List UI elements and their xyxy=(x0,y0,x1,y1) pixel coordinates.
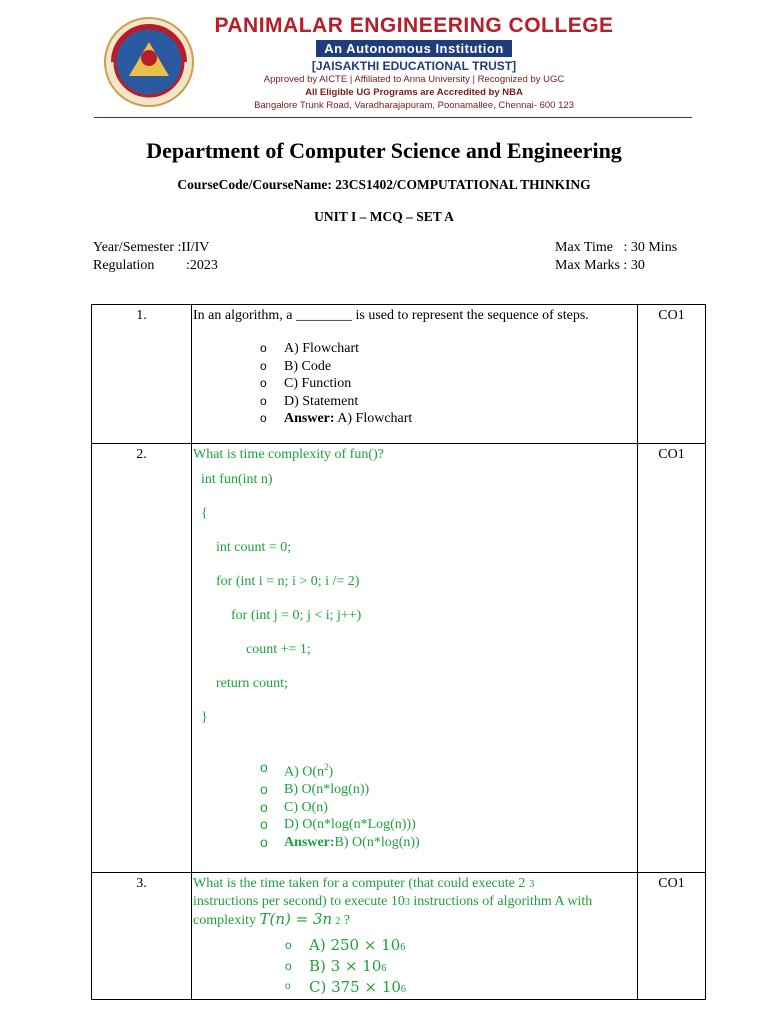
question-text: In an algorithm, a ________ is used to represent the sequence of steps. xyxy=(193,308,589,323)
regulation-value: :2023 xyxy=(186,258,218,273)
accreditation-line: All Eligible UG Programs are Accredited by NBA xyxy=(305,87,523,98)
question-number: 1. xyxy=(92,305,192,444)
year-value: II/IV xyxy=(181,240,210,255)
course-outcome: CO1 xyxy=(638,305,706,444)
option-item: o B) Code xyxy=(260,358,332,374)
option-item: o B) O(n*log(n)) xyxy=(260,781,370,798)
course-outcome: CO1 xyxy=(638,444,706,873)
code-line: count += 1; xyxy=(246,642,311,657)
code-block xyxy=(192,463,637,735)
question-number: 3. xyxy=(92,873,192,1000)
option-item: o D) Statement xyxy=(260,393,359,409)
course-title: CourseCode/CourseName: 23CS1402/COMPUTATIONAL THINKING xyxy=(177,177,591,192)
max-marks: Max Marks : 30 xyxy=(555,258,645,273)
option-list xyxy=(192,936,637,999)
question-table xyxy=(91,304,706,1000)
question-row xyxy=(92,444,706,873)
answer-item: o Answer:B) O(n*log(n)) xyxy=(260,833,420,850)
option-item: o C) O(n) xyxy=(260,798,328,815)
option-item: o D) O(n*log(n*Log(n))) xyxy=(260,816,416,833)
option-list xyxy=(192,759,637,851)
question-row xyxy=(92,305,706,444)
answer-value: A) Flowchart xyxy=(334,411,413,426)
exam-meta-right xyxy=(555,239,677,275)
college-header xyxy=(194,14,634,112)
answer-label: Answer: xyxy=(284,834,335,850)
autonomous-banner: An Autonomous Institution xyxy=(316,40,512,57)
year-label: Year/Semester : xyxy=(93,240,182,255)
code-line: for (int i = n; i > 0; i /= 2) xyxy=(216,574,360,589)
question-cell xyxy=(192,444,638,873)
option-item: o A) $O(n^2)$ xyxy=(260,759,334,780)
unit-title: UNIT I – MCQ – SET A xyxy=(314,209,454,224)
header-divider xyxy=(94,117,692,118)
code-line: return count; xyxy=(216,676,288,691)
answer-item: o Answer: A) Flowchart xyxy=(260,411,413,426)
max-time: Max Time : 30 Mins xyxy=(555,240,678,255)
course-outcome: CO1 xyxy=(638,873,706,1000)
code-line: int count = 0; xyxy=(216,540,292,555)
department-title: Department of Computer Science and Engineering xyxy=(146,138,622,163)
answer-value: B) O(n*log(n)) xyxy=(334,834,420,850)
answer-label: Answer: xyxy=(284,411,335,426)
question-cell xyxy=(192,873,638,1000)
option-list xyxy=(192,340,637,428)
question-text: What is the time taken for a computer (that could execute 2 3 instructions per second) to execute 103 instructions of algorithm A with complexity T(n) = 3n 2 ? xyxy=(193,876,593,928)
code-line: { xyxy=(201,506,208,521)
exam-meta-left xyxy=(93,239,218,275)
option-item: o B) 3 × 106 xyxy=(285,957,387,975)
option-item: o A) Flowchart xyxy=(260,341,360,356)
college-logo xyxy=(93,14,205,110)
approval-line: Approved by AICTE | Affiliated to Anna University | Recognized by UGC xyxy=(263,74,565,85)
college-name: PANIMALAR ENGINEERING COLLEGE xyxy=(214,14,614,37)
address-line: Bangalore Trunk Road, Varadharajapuram, Poonamallee, Chennai- 600 123 xyxy=(254,100,574,111)
question-cell xyxy=(192,305,638,444)
regulation-label: Regulation xyxy=(93,258,155,273)
option-item: o A) 250 × 106 xyxy=(285,936,406,954)
code-line: int fun(int n) xyxy=(201,472,273,487)
question-text: What is time complexity of fun()? xyxy=(193,447,384,462)
trust-name: [JAISAKTHI EDUCATIONAL TRUST] xyxy=(311,59,517,73)
question-number: 2. xyxy=(92,444,192,873)
question-row xyxy=(92,873,706,1000)
code-line: for (int j = 0; j < i; j++) xyxy=(231,608,362,623)
code-line: } xyxy=(201,710,208,725)
option-item: o C) Function xyxy=(260,376,352,391)
complexity-formula: T(n) = 3n xyxy=(259,910,333,928)
option-item: o C) 375 × 106 xyxy=(285,978,406,996)
